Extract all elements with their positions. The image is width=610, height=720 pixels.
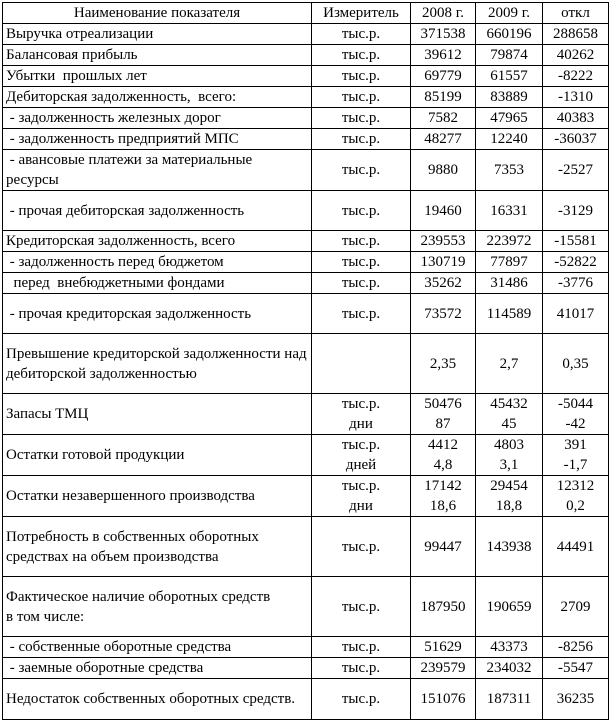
deviation-value-line: 391 xyxy=(564,437,587,453)
table-row xyxy=(3,231,609,252)
value-2008: 35262 xyxy=(411,273,476,294)
unit-cell xyxy=(312,334,411,394)
deviation-value-line: -42 xyxy=(565,416,586,432)
unit-cell: тыс.р. xyxy=(312,87,411,108)
value-2008 xyxy=(411,394,476,435)
value-2008: 9880 xyxy=(411,150,476,191)
unit-cell-line: дни xyxy=(349,416,373,432)
value-2009: 190659 xyxy=(476,577,543,637)
indicator-name: - задолженность железных дорог xyxy=(3,108,312,129)
value-2008-line: 17142 xyxy=(424,478,462,494)
table-row xyxy=(3,129,609,150)
value-2008: 7582 xyxy=(411,108,476,129)
header-year-2008: 2008 г. xyxy=(411,3,476,24)
unit-cell-line: дни xyxy=(349,498,373,514)
indicator-name: - прочая дебиторская задолженность xyxy=(3,191,312,231)
deviation-value: 41017 xyxy=(543,294,609,334)
value-2008: 39612 xyxy=(411,45,476,66)
indicator-name: - собственные оборотные средства xyxy=(3,637,312,658)
indicator-name: Убытки прошлых лет xyxy=(3,66,312,87)
unit-cell-line: тыс.р. xyxy=(341,478,381,494)
unit-cell: тыс.р. xyxy=(312,252,411,273)
indicator-name: Потребность в собственных оборотных средствах на объем производства xyxy=(3,517,312,577)
value-2009: 77897 xyxy=(476,252,543,273)
indicator-name: - авансовые платежи за материальные ресурсы xyxy=(3,150,312,191)
value-2008: 69779 xyxy=(411,66,476,87)
unit-cell-line: тыс.р. xyxy=(341,396,381,412)
unit-cell: тыс.р. xyxy=(312,66,411,87)
indicator-name: Балансовая прибыль xyxy=(3,45,312,66)
value-2008 xyxy=(411,476,476,517)
header-unit: Измеритель xyxy=(312,3,411,24)
unit-cell: тыс.р. xyxy=(312,24,411,45)
deviation-value: 288658 xyxy=(543,24,609,45)
table-row xyxy=(3,476,609,517)
deviation-value: -15581 xyxy=(543,231,609,252)
table-row xyxy=(3,150,609,191)
table-row xyxy=(3,191,609,231)
indicator-name: перед внебюджетными фондами xyxy=(3,273,312,294)
table-row xyxy=(3,108,609,129)
unit-cell: тыс.р. xyxy=(312,191,411,231)
unit-cell: тыс.р. xyxy=(312,273,411,294)
deviation-value: -3776 xyxy=(543,273,609,294)
unit-cell: тыс.р. xyxy=(312,108,411,129)
value-2008: 48277 xyxy=(411,129,476,150)
value-2009: 79874 xyxy=(476,45,543,66)
unit-cell: тыс.р. xyxy=(312,129,411,150)
value-2009-line: 4803 xyxy=(494,437,524,453)
indicator-name: Остатки незавершенного производства xyxy=(3,476,312,517)
table-row xyxy=(3,394,609,435)
value-2009-line: 18,8 xyxy=(495,498,523,514)
value-2009: 83889 xyxy=(476,87,543,108)
value-2008: 51629 xyxy=(411,637,476,658)
value-2008: 151076 xyxy=(411,679,476,720)
value-2008-line: 87 xyxy=(435,416,451,432)
indicators-table xyxy=(2,2,609,720)
deviation-value: 40383 xyxy=(543,108,609,129)
indicator-name: Выручка отреализации xyxy=(3,24,312,45)
header-deviation: откл xyxy=(543,3,609,24)
indicator-name: - задолженность предприятий МПС xyxy=(3,129,312,150)
value-2009 xyxy=(476,435,543,476)
value-2008: 73572 xyxy=(411,294,476,334)
deviation-value: -3129 xyxy=(543,191,609,231)
unit-cell: тыс.р. xyxy=(312,294,411,334)
deviation-value-line: 12312 xyxy=(556,478,595,494)
deviation-value-line: 0,2 xyxy=(566,498,585,514)
value-2008-line: 4,8 xyxy=(433,457,453,473)
value-2009: 47965 xyxy=(476,108,543,129)
deviation-value: -36037 xyxy=(543,129,609,150)
deviation-value xyxy=(543,435,609,476)
deviation-value: -2527 xyxy=(543,150,609,191)
deviation-value-line: -5044 xyxy=(558,396,593,412)
unit-cell: тыс.р. xyxy=(312,679,411,720)
indicator-name: Кредиторская задолженность, всего xyxy=(3,231,312,252)
value-2009: 61557 xyxy=(476,66,543,87)
deviation-value: -5547 xyxy=(543,658,609,679)
header-row xyxy=(3,3,609,24)
deviation-value: -1310 xyxy=(543,87,609,108)
value-2009: 187311 xyxy=(476,679,543,720)
deviation-value: 44491 xyxy=(543,517,609,577)
table-row xyxy=(3,273,609,294)
value-2009: 12240 xyxy=(476,129,543,150)
unit-cell: тыс.р. xyxy=(312,231,411,252)
deviation-value: 2709 xyxy=(543,577,609,637)
value-2009: 223972 xyxy=(476,231,543,252)
indicator-name: Превышение кредиторской задолженности над дебиторской задолженностью xyxy=(3,334,312,394)
table-row xyxy=(3,435,609,476)
indicator-name: - заемные оборотные средства xyxy=(3,658,312,679)
unit-cell: тыс.р. xyxy=(312,150,411,191)
value-2008: 239553 xyxy=(411,231,476,252)
value-2008: 85199 xyxy=(411,87,476,108)
deviation-value: -8222 xyxy=(543,66,609,87)
indicator-name: - задолженность перед бюджетом xyxy=(3,252,312,273)
value-2009: 114589 xyxy=(476,294,543,334)
unit-cell: тыс.р. xyxy=(312,658,411,679)
value-2008: 2,35 xyxy=(411,334,476,394)
deviation-value: 36235 xyxy=(543,679,609,720)
value-2009: 2,7 xyxy=(476,334,543,394)
table-row xyxy=(3,637,609,658)
table-row xyxy=(3,252,609,273)
value-2008: 187950 xyxy=(411,577,476,637)
value-2009-line: 3,1 xyxy=(499,457,519,473)
value-2008: 19460 xyxy=(411,191,476,231)
value-2009-line: 29454 xyxy=(490,478,528,494)
table-row xyxy=(3,294,609,334)
table-row xyxy=(3,66,609,87)
table-row xyxy=(3,517,609,577)
unit-cell: тыс.р. xyxy=(312,517,411,577)
deviation-value: -52822 xyxy=(543,252,609,273)
unit-cell xyxy=(312,435,411,476)
indicator-name: Дебиторская задолженность, всего: xyxy=(3,87,312,108)
deviation-value-line: -1,7 xyxy=(563,457,588,473)
indicator-name: Запасы ТМЦ xyxy=(3,394,312,435)
value-2008 xyxy=(411,435,476,476)
value-2009: 234032 xyxy=(476,658,543,679)
table-row xyxy=(3,577,609,637)
value-2008: 130719 xyxy=(411,252,476,273)
indicator-name: Фактическое наличие оборотных средств в том числе: xyxy=(3,577,312,637)
unit-cell-line: дней xyxy=(345,457,377,473)
value-2009-line: 45 xyxy=(501,416,517,432)
value-2009: 43373 xyxy=(476,637,543,658)
deviation-value: -8256 xyxy=(543,637,609,658)
unit-cell: тыс.р. xyxy=(312,637,411,658)
value-2008-line: 18,6 xyxy=(429,498,457,514)
unit-cell xyxy=(312,394,411,435)
deviation-value xyxy=(543,476,609,517)
value-2009: 660196 xyxy=(476,24,543,45)
value-2008: 239579 xyxy=(411,658,476,679)
value-2009 xyxy=(476,394,543,435)
value-2008: 371538 xyxy=(411,24,476,45)
value-2009: 7353 xyxy=(476,150,543,191)
indicator-name: Недостаток собственных оборотных средств. xyxy=(3,679,312,720)
table-row xyxy=(3,87,609,108)
indicator-name: - прочая кредиторская задолженность xyxy=(3,294,312,334)
value-2009: 16331 xyxy=(476,191,543,231)
unit-cell: тыс.р. xyxy=(312,45,411,66)
indicator-name: Остатки готовой продукции xyxy=(3,435,312,476)
value-2008-line: 4412 xyxy=(428,437,458,453)
table-row xyxy=(3,679,609,720)
table-row xyxy=(3,658,609,679)
unit-cell-line: тыс.р. xyxy=(341,437,381,453)
table-row xyxy=(3,24,609,45)
header-year-2009: 2009 г. xyxy=(476,3,543,24)
value-2009: 31486 xyxy=(476,273,543,294)
value-2009: 143938 xyxy=(476,517,543,577)
deviation-value xyxy=(543,394,609,435)
header-indicator-name: Наименование показателя xyxy=(3,3,312,24)
unit-cell xyxy=(312,476,411,517)
table-row xyxy=(3,334,609,394)
value-2009 xyxy=(476,476,543,517)
value-2008-line: 50476 xyxy=(424,396,462,412)
value-2008: 99447 xyxy=(411,517,476,577)
deviation-value: 40262 xyxy=(543,45,609,66)
unit-cell: тыс.р. xyxy=(312,577,411,637)
deviation-value: 0,35 xyxy=(543,334,609,394)
table-row xyxy=(3,45,609,66)
value-2009-line: 45432 xyxy=(490,396,528,412)
